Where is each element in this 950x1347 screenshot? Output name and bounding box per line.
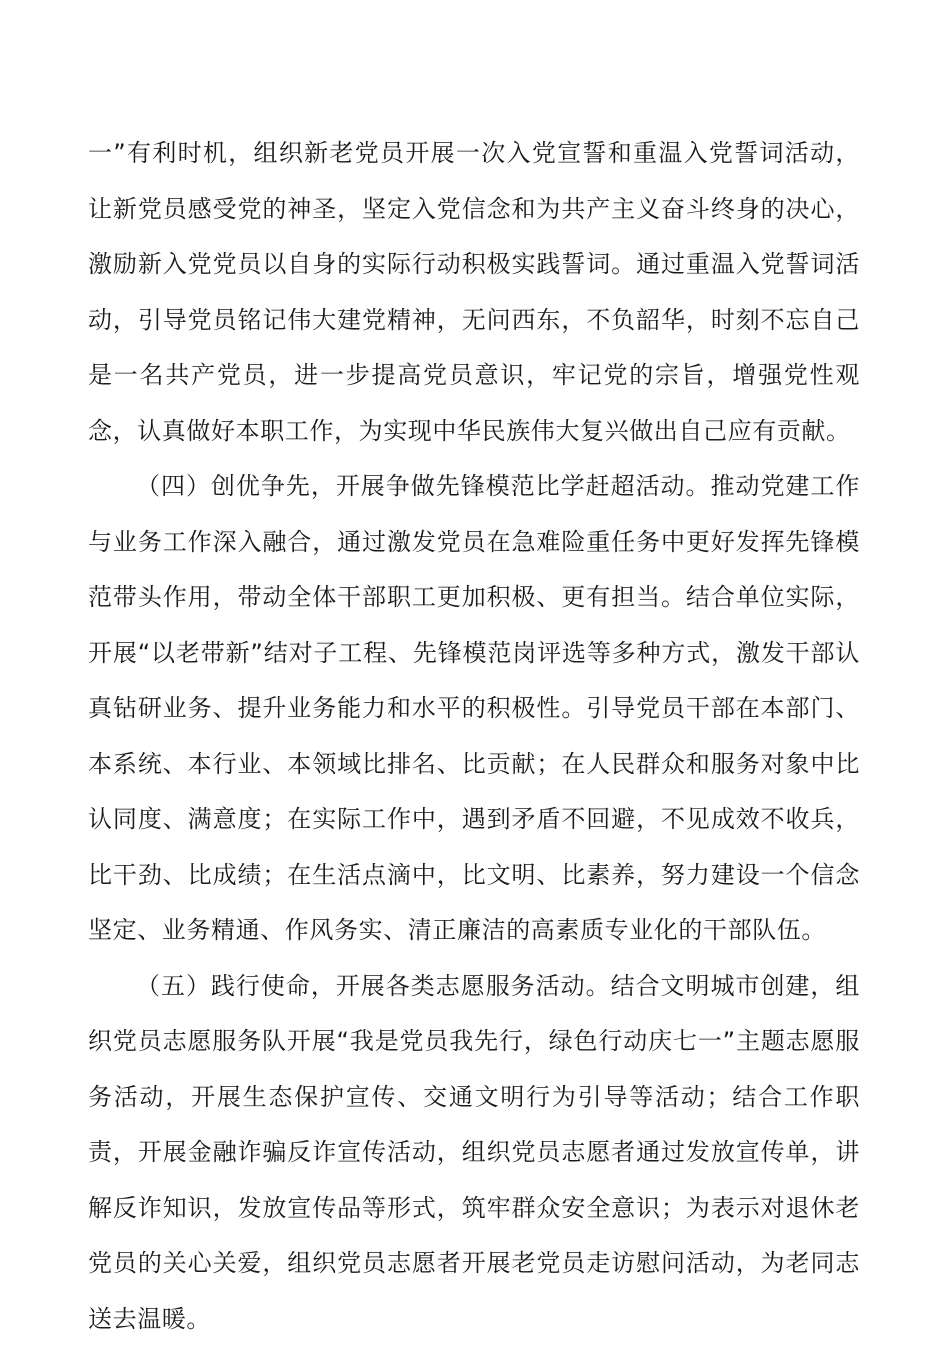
paragraph-vanguard-competition: （四）创优争先，开展争做先锋模范比学赶超活动。推动党建工作与业务工作深入融合，通过激发党员在急难险重任务中更好发挥先锋模范带头作用，带动全体干部职工更加积极、更有担当。结合单位实际，开展“以老带新”结对子工程、先锋模范岗评选等多种方式，激发干部认真钻研业务、提升业务能力和水平的积极性。引导党员干部在本部门、本系统、本行业、本领域比排名、比贡献；在人民群众和服务对象中比认同度、满意度；在实际工作中，遇到矛盾不回避，不见成效不收兵，比干劲、比成绩；在生活点滴中，比文明、比素养，努力建设一个信念坚定、业务精通、作风务实、清正廉洁的高素质专业化的干部队伍。 bbox=[88, 459, 860, 959]
document-body bbox=[88, 126, 860, 1347]
paragraph-oath-renewal: 一”有利时机，组织新老党员开展一次入党宣誓和重温入党誓词活动，让新党员感受党的神圣，坚定入党信念和为共产主义奋斗终身的决心，激励新入党党员以自身的实际行动积极实践誓词。通过重温入党誓词活动，引导党员铭记伟大建党精神，无问西东，不负韶华，时刻不忘自己是一名共产党员，进一步提高党员意识，牢记党的宗旨，增强党性观念，认真做好本职工作，为实现中华民族伟大复兴做出自己应有贡献。 bbox=[88, 126, 860, 459]
paragraph-volunteer-service: （五）践行使命，开展各类志愿服务活动。结合文明城市创建，组织党员志愿服务队开展“我是党员我先行，绿色行动庆七一”主题志愿服务活动，开展生态保护宣传、交通文明行为引导等活动；结合工作职责，开展金融诈骗反诈宣传活动，组织党员志愿者通过发放宣传单，讲解反诈知识，发放宣传品等形式，筑牢群众安全意识；为表示对退休老党员的关心关爱，组织党员志愿者开展老党员走访慰问活动，为老同志送去温暖。 bbox=[88, 959, 860, 1347]
